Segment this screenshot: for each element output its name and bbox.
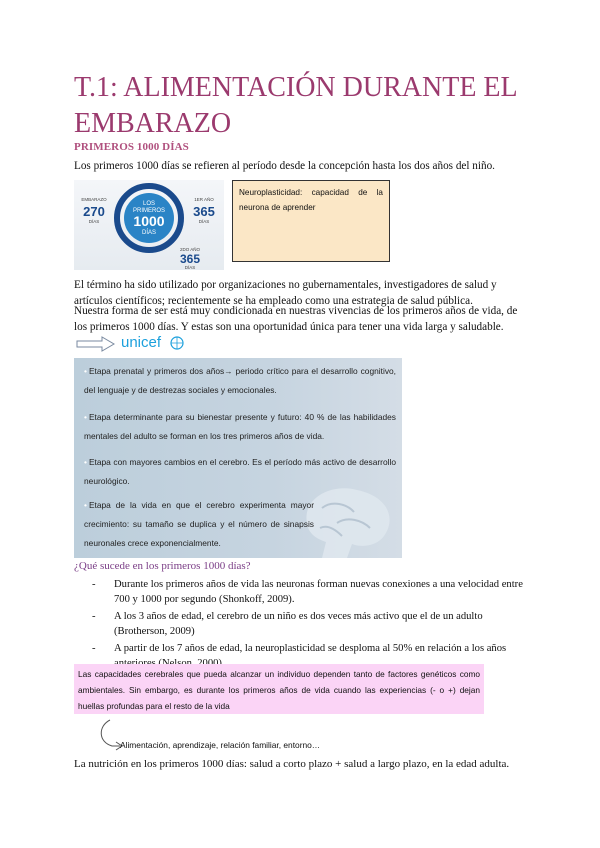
center-unit: DÍAS [141, 230, 157, 236]
factors-note: Alimentación, aprendizaje, relación familiar, entorno… [120, 740, 321, 750]
neuroplasticity-note: Neuroplasticidad: capacidad de la neurona de aprender [232, 180, 390, 262]
intro-text: Los primeros 1000 días se refieren al período desde la concepción hasta los dos años del niño. [74, 160, 495, 172]
info-bullet-2: • Etapa determinante para su bienestar presente y futuro: 40 % de las habilidades mentales del adulto se forman en los tres primeros años de vida. [84, 412, 396, 441]
embarazo-value: 270 [83, 204, 105, 219]
list-item: - A partir de los 7 años de edad, la neuroplasticidad se desploma al 50% en relación a los años [92, 641, 532, 671]
info-bullet-1: • Etapa prenatal y primeros dos años→ periodo crítico para el desarrollo cognitivo, del lenguaje y de destrezas sociales y emocionales. [84, 366, 396, 395]
embarazo-unit: DÍAS [88, 219, 100, 224]
info-bullet-4: • Etapa de la vida en que el cerebro experimenta mayor crecimiento: su tamaño se duplica y el número de sinapsis neuronales crece exponencialmente. [84, 500, 314, 548]
center-line2: PRIMEROS [132, 208, 166, 214]
info-bullet-3: • Etapa con mayores cambios en el cerebro. Es el período más activo de desarrollo neurológico. [84, 457, 396, 486]
year1-value: 365 [193, 204, 215, 219]
paragraph-formation: Nuestra forma de ser está muy condicionada en nuestras vivencias de los primeros años de vida, de los primeros 1000 días. Y estas son una oportunidad única para tener una vida larga y saludable. [74, 305, 518, 333]
paragraph-usage: El término ha sido utilizado por organizaciones no gubernamentales, investigadores de salud y artículos científicos; recientemente se ha empleado como una estrategia de salud pública. [74, 279, 497, 307]
year2-value: 365 [179, 252, 201, 266]
arrow-right-icon [76, 336, 116, 352]
section-question: ¿Qué sucede en los primeros 1000 días? [74, 560, 251, 572]
embarazo-label: EMBARAZO [81, 197, 107, 202]
year2-label: 2DO AÑO [179, 247, 201, 252]
highlight-box: Las capacidades cerebrales que pueda alcanzar un individuo dependen tanto de factores genéticos como ambientales. Sin embargo, es durante los primeros años de vida cuando las experiencias (- o +) dejan huellas profundas para el resto de la vida [74, 664, 484, 714]
section-subtitle: PRIMEROS 1000 DÍAS [74, 141, 189, 153]
center-value: 1000 [133, 213, 165, 229]
nutrition-summary: La nutrición en los primeros 1000 días: salud a corto plazo + salud a largo plazo, en la edad adulta. [74, 758, 510, 770]
critical-period-panel [74, 358, 402, 558]
year1-label: 1ER AÑO [194, 197, 214, 202]
first-1000-days-banner [74, 180, 224, 270]
page-title: T.1: ALIMENTACIÓN DURANTE EL EMBARAZO [74, 72, 517, 139]
year2-unit: DÍAS [184, 265, 196, 270]
year1-unit: DÍAS [198, 219, 210, 224]
unicef-reference [76, 336, 276, 356]
unicef-logo-text: unicef [121, 334, 162, 351]
center-line1: LOS [142, 201, 156, 207]
list-item: - Durante los primeros años de vida las neuronas forman nuevas conexiones a una velocidad entre 700 y 1000 por segundo (Shonkoff, 2009). [92, 577, 532, 607]
thousand-days-graphic [74, 180, 224, 270]
unicef-globe-icon [170, 336, 184, 350]
facts-list [92, 577, 532, 673]
list-item: - A los 3 años de edad, el cerebro de un niño es dos veces más activo que el de un adulto (Brotherson, 2009) [92, 609, 532, 639]
